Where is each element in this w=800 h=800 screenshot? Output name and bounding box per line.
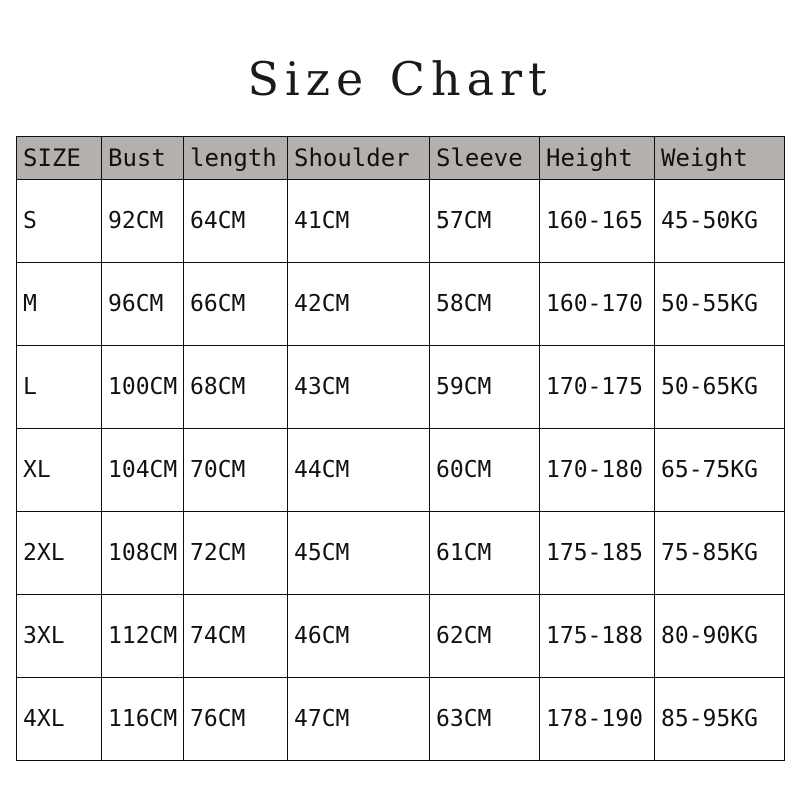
column-header-size: SIZE [17, 137, 102, 180]
cell-height: 160-165 [540, 180, 655, 263]
cell-length: 68CM [184, 346, 288, 429]
cell-bust: 116CM [102, 678, 184, 761]
column-header-height: Height [540, 137, 655, 180]
column-header-shoulder: Shoulder [288, 137, 430, 180]
cell-sleeve: 61CM [430, 512, 540, 595]
table-row [17, 346, 785, 429]
cell-size: S [17, 180, 102, 263]
table-row [17, 595, 785, 678]
cell-weight: 45-50KG [655, 180, 785, 263]
cell-size: 3XL [17, 595, 102, 678]
cell-height: 160-170 [540, 263, 655, 346]
cell-size: XL [17, 429, 102, 512]
cell-length: 66CM [184, 263, 288, 346]
cell-weight: 65-75KG [655, 429, 785, 512]
cell-weight: 80-90KG [655, 595, 785, 678]
cell-size: L [17, 346, 102, 429]
cell-shoulder: 41CM [288, 180, 430, 263]
cell-sleeve: 60CM [430, 429, 540, 512]
table-row [17, 429, 785, 512]
cell-height: 178-190 [540, 678, 655, 761]
cell-weight: 75-85KG [655, 512, 785, 595]
table-row [17, 512, 785, 595]
cell-bust: 100CM [102, 346, 184, 429]
cell-length: 64CM [184, 180, 288, 263]
cell-length: 76CM [184, 678, 288, 761]
cell-length: 70CM [184, 429, 288, 512]
cell-length: 72CM [184, 512, 288, 595]
cell-bust: 104CM [102, 429, 184, 512]
cell-height: 170-175 [540, 346, 655, 429]
cell-bust: 96CM [102, 263, 184, 346]
cell-sleeve: 62CM [430, 595, 540, 678]
table-header-row [17, 137, 785, 180]
column-header-bust: Bust [102, 137, 184, 180]
cell-bust: 112CM [102, 595, 184, 678]
cell-sleeve: 58CM [430, 263, 540, 346]
cell-size: M [17, 263, 102, 346]
cell-sleeve: 63CM [430, 678, 540, 761]
table-header [17, 137, 785, 180]
column-header-length: length [184, 137, 288, 180]
cell-weight: 50-55KG [655, 263, 785, 346]
cell-weight: 50-65KG [655, 346, 785, 429]
size-chart-table-container [16, 136, 784, 761]
cell-weight: 85-95KG [655, 678, 785, 761]
cell-size: 2XL [17, 512, 102, 595]
cell-shoulder: 44CM [288, 429, 430, 512]
cell-size: 4XL [17, 678, 102, 761]
cell-bust: 108CM [102, 512, 184, 595]
cell-shoulder: 45CM [288, 512, 430, 595]
column-header-weight: Weight [655, 137, 785, 180]
size-chart-table [16, 136, 785, 761]
table-row [17, 180, 785, 263]
cell-height: 170-180 [540, 429, 655, 512]
cell-shoulder: 42CM [288, 263, 430, 346]
cell-shoulder: 43CM [288, 346, 430, 429]
column-header-sleeve: Sleeve [430, 137, 540, 180]
cell-sleeve: 57CM [430, 180, 540, 263]
cell-height: 175-185 [540, 512, 655, 595]
page-title: Size Chart [247, 52, 553, 106]
cell-height: 175-188 [540, 595, 655, 678]
table-row [17, 678, 785, 761]
table-row [17, 263, 785, 346]
cell-shoulder: 46CM [288, 595, 430, 678]
cell-bust: 92CM [102, 180, 184, 263]
cell-length: 74CM [184, 595, 288, 678]
cell-shoulder: 47CM [288, 678, 430, 761]
cell-sleeve: 59CM [430, 346, 540, 429]
table-body [17, 180, 785, 761]
